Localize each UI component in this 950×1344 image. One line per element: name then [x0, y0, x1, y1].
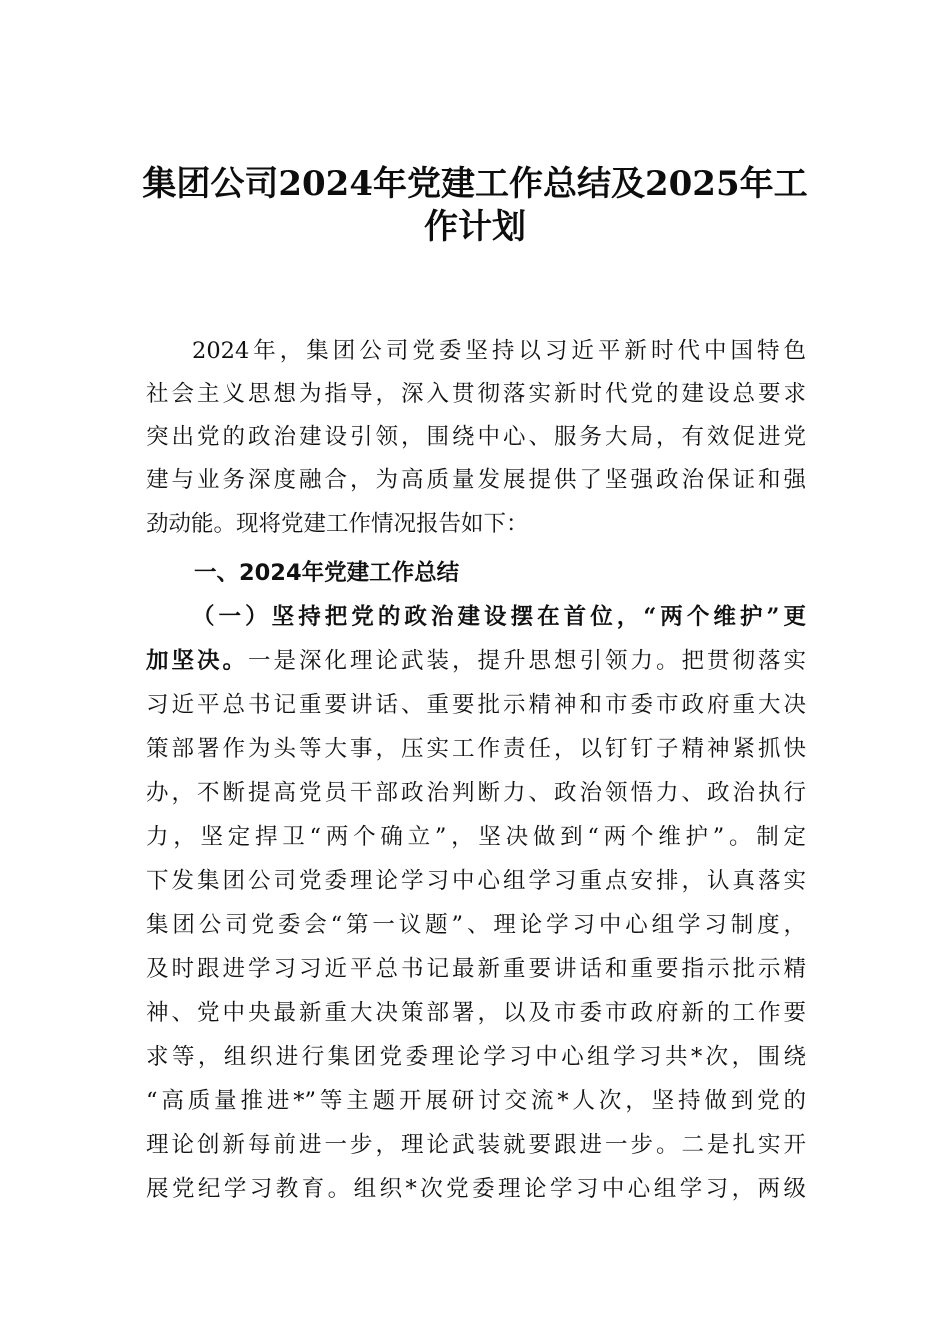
section-heading: 一、2024年党建工作总结	[194, 560, 460, 586]
body-paragraph-line: 集团公司党委会“第一议题”、理论学习中心组学习制度，	[146, 912, 806, 938]
intro-paragraph-line: 突出党的政治建设引领，围绕中心、服务大局，有效促进党	[146, 424, 806, 450]
body-paragraph-line: 神、党中央最新重大决策部署，以及市委市政府新的工作要	[146, 1000, 806, 1026]
body-paragraph-line: 求等，组织进行集团党委理论学习中心组学习共*次，围绕	[146, 1044, 806, 1070]
intro-paragraph-line: 劲动能。现将党建工作情况报告如下：	[146, 511, 529, 537]
subsection-heading-line-mixed	[146, 637, 806, 685]
document-title-line-1: 集团公司2024年党建工作总结及2025年工	[142, 164, 808, 204]
body-paragraph-line: 力，坚定捍卫“两个确立”，坚决做到“两个维护”。制定	[146, 824, 806, 850]
intro-paragraph-line: 2024年，集团公司党委坚持以习近平新时代中国特色	[192, 338, 806, 364]
body-text-run: 一是深化理论武装，提升思想引领力。把贯彻落实	[248, 648, 806, 674]
subsection-heading-tail: 加坚决。	[146, 648, 248, 674]
body-paragraph-line: 及时跟进学习习近平总书记最新重要讲话和重要指示批示精	[146, 956, 806, 982]
intro-paragraph-line: 建与业务深度融合，为高质量发展提供了坚强政治保证和强	[146, 467, 806, 493]
intro-paragraph-line: 社会主义思想为指导，深入贯彻落实新时代党的建设总要求	[146, 381, 806, 407]
subsection-heading-line: （一）坚持把党的政治建设摆在首位，“两个维护”更	[192, 604, 806, 630]
body-paragraph-line: 办，不断提高党员干部政治判断力、政治领悟力、政治执行	[146, 780, 806, 806]
document-title-line-2: 作计划	[424, 207, 526, 247]
body-paragraph-line: “高质量推进*”等主题开展研讨交流*人次，坚持做到党的	[146, 1088, 806, 1114]
body-paragraph-line: 策部署作为头等大事，压实工作责任，以钉钉子精神紧抓快	[146, 736, 806, 762]
body-paragraph-line: 下发集团公司党委理论学习中心组学习重点安排，认真落实	[146, 868, 806, 894]
body-paragraph-line: 展党纪学习教育。组织*次党委理论学习中心组学习，两级	[146, 1176, 806, 1202]
body-paragraph-line: 理论创新每前进一步，理论武装就要跟进一步。二是扎实开	[146, 1132, 806, 1158]
body-paragraph-line: 习近平总书记重要讲话、重要批示精神和市委市政府重大决	[146, 692, 806, 718]
